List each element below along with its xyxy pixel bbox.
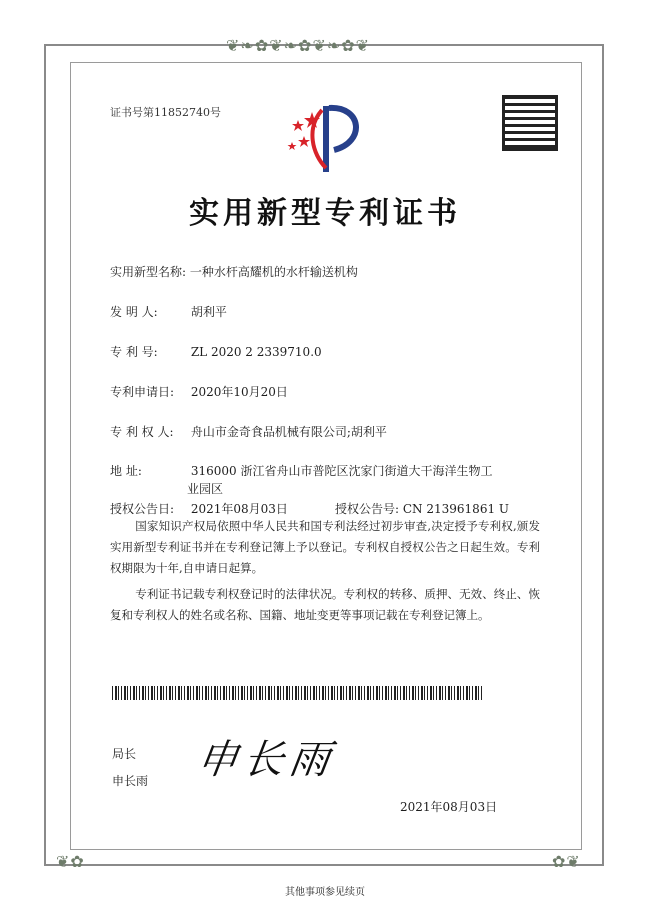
address-row-continued: 业园区 <box>187 482 224 496</box>
field-label: 发 明 人: <box>110 305 158 319</box>
address-row <box>110 462 492 479</box>
star-icon <box>292 120 304 131</box>
field-value: CN 213961861 U <box>402 502 510 516</box>
certificate-number: 证书号第11852740号 <box>110 106 221 119</box>
field-label: 授权公告日: <box>110 502 175 516</box>
field-value: ZL 2020 2 2339710.0 <box>190 345 322 359</box>
grant-date-row <box>110 500 288 517</box>
filing-date-row <box>110 383 288 400</box>
grant-number-row <box>335 500 509 517</box>
patent-office-emblem <box>282 98 372 176</box>
field-value: 316000 浙江省舟山市普陀区沈家门街道大干海洋生物工 <box>190 464 493 478</box>
field-value: 一种水杆高耀机的水杆输送机构 <box>189 265 358 279</box>
field-label: 实用新型名称: <box>110 265 187 279</box>
issue-date: 2021年08月03日 <box>400 800 498 814</box>
star-icon <box>298 136 310 147</box>
field-value: 2020年10月20日 <box>190 385 288 399</box>
field-value: 2021年08月03日 <box>190 502 288 516</box>
signatory-title: 局长 <box>112 747 137 761</box>
certificate-paragraph-2: 专利证书记载专利权登记时的法律状况。专利权的转移、质押、无效、终止、恢复和专利权人的姓名或名称、国籍、地址变更等事项记载在专利登记簿上。 <box>110 587 540 622</box>
corner-ornament-left: ❦✿ <box>56 852 85 871</box>
certificate-title: 实用新型专利证书 <box>189 196 461 231</box>
utility-model-name-row <box>110 263 358 280</box>
handwritten-signature: 申长雨 <box>194 737 339 783</box>
corner-ornament-right: ✿❦ <box>552 852 581 871</box>
patentee-row <box>110 423 387 440</box>
certificate-paragraph-1: 国家知识产权局依照中华人民共和国专利法经过初步审查,决定授予专利权,颁发实用新型专利证书并在专利登记簿上予以登记。专利权自授权公告之日起生效。专利权期限为十年,自申请日起算。 <box>110 519 540 575</box>
field-label: 专 利 权 人: <box>110 425 174 439</box>
barcode <box>112 686 484 700</box>
field-label: 专利申请日: <box>110 385 175 399</box>
field-label: 地 址: <box>110 464 142 478</box>
top-ornament: ❦❧✿❦❧✿❦❧✿❦ <box>226 36 371 55</box>
qr-code <box>502 95 558 151</box>
field-label: 专 利 号: <box>110 345 158 359</box>
field-label: 授权公告号: <box>335 502 400 516</box>
signatory-name: 申长雨 <box>112 774 149 788</box>
field-value: 舟山市金奇食品机械有限公司;胡利平 <box>190 425 387 439</box>
inventor-row <box>110 303 227 320</box>
field-value: 胡利平 <box>190 305 227 319</box>
footer-note: 其他事项参见续页 <box>285 887 365 898</box>
star-icon <box>288 142 297 150</box>
patent-number-row <box>110 343 322 360</box>
